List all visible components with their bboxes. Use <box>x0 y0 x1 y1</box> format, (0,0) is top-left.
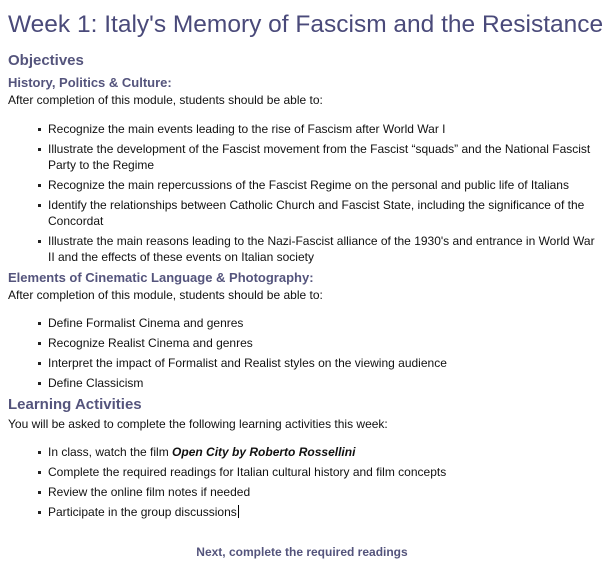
objectives-section <box>8 52 598 391</box>
text-cursor <box>238 505 239 518</box>
objectives-heading: Objectives <box>8 52 84 69</box>
film-title: Open City by Roberto Rossellini <box>172 445 356 459</box>
list-item: Define Classicism <box>36 375 598 391</box>
list-item: Review the online film notes if needed <box>36 484 598 500</box>
cinema-subheading: Elements of Cinematic Language & Photography: <box>8 270 314 285</box>
history-subheading: History, Politics & Culture: <box>8 75 172 90</box>
list-item: Complete the required readings for Italian cultural history and film concepts <box>36 464 598 480</box>
next-readings-link[interactable]: Next, complete the required readings <box>196 545 408 559</box>
list-item <box>36 444 598 460</box>
history-intro: After completion of this module, students should be able to: <box>8 93 323 107</box>
activities-list <box>8 444 598 520</box>
list-item: Recognize the main events leading to the rise of Fascism after World War I <box>36 121 598 137</box>
page-title: Week 1: Italy's Memory of Fascism and the Resistance <box>8 11 604 38</box>
list-item: Identify the relationships between Catholic Church and Fascist State, including the significance of the Concordat <box>36 197 598 229</box>
list-item <box>36 504 598 520</box>
list-item: Illustrate the main reasons leading to the Nazi-Fascist alliance of the 1930's and entrance in World War II and the effects of these events on Italian society <box>36 233 598 265</box>
list-item: Recognize the main repercussions of the Fascist Regime on the personal and public life of Italians <box>36 177 598 193</box>
history-objectives-list <box>8 121 598 265</box>
content-page <box>8 0 604 524</box>
list-item: Define Formalist Cinema and genres <box>36 315 598 331</box>
list-item: Interpret the impact of Formalist and Realist styles on the viewing audience <box>36 355 598 371</box>
activities-intro: You will be asked to complete the following learning activities this week: <box>8 417 388 431</box>
film-item-prefix: In class, watch the film <box>48 445 173 459</box>
activities-heading: Learning Activities <box>8 396 142 413</box>
cinema-intro: After completion of this module, students should be able to: <box>8 288 323 302</box>
list-item: Illustrate the development of the Fascist movement from the Fascist “squads” and the National Fascist Party to the Regime <box>36 141 598 173</box>
list-item-text: Participate in the group discussions <box>48 505 237 519</box>
cinema-objectives-list <box>8 315 598 391</box>
activities-section <box>8 396 598 520</box>
list-item: Recognize Realist Cinema and genres <box>36 335 598 351</box>
